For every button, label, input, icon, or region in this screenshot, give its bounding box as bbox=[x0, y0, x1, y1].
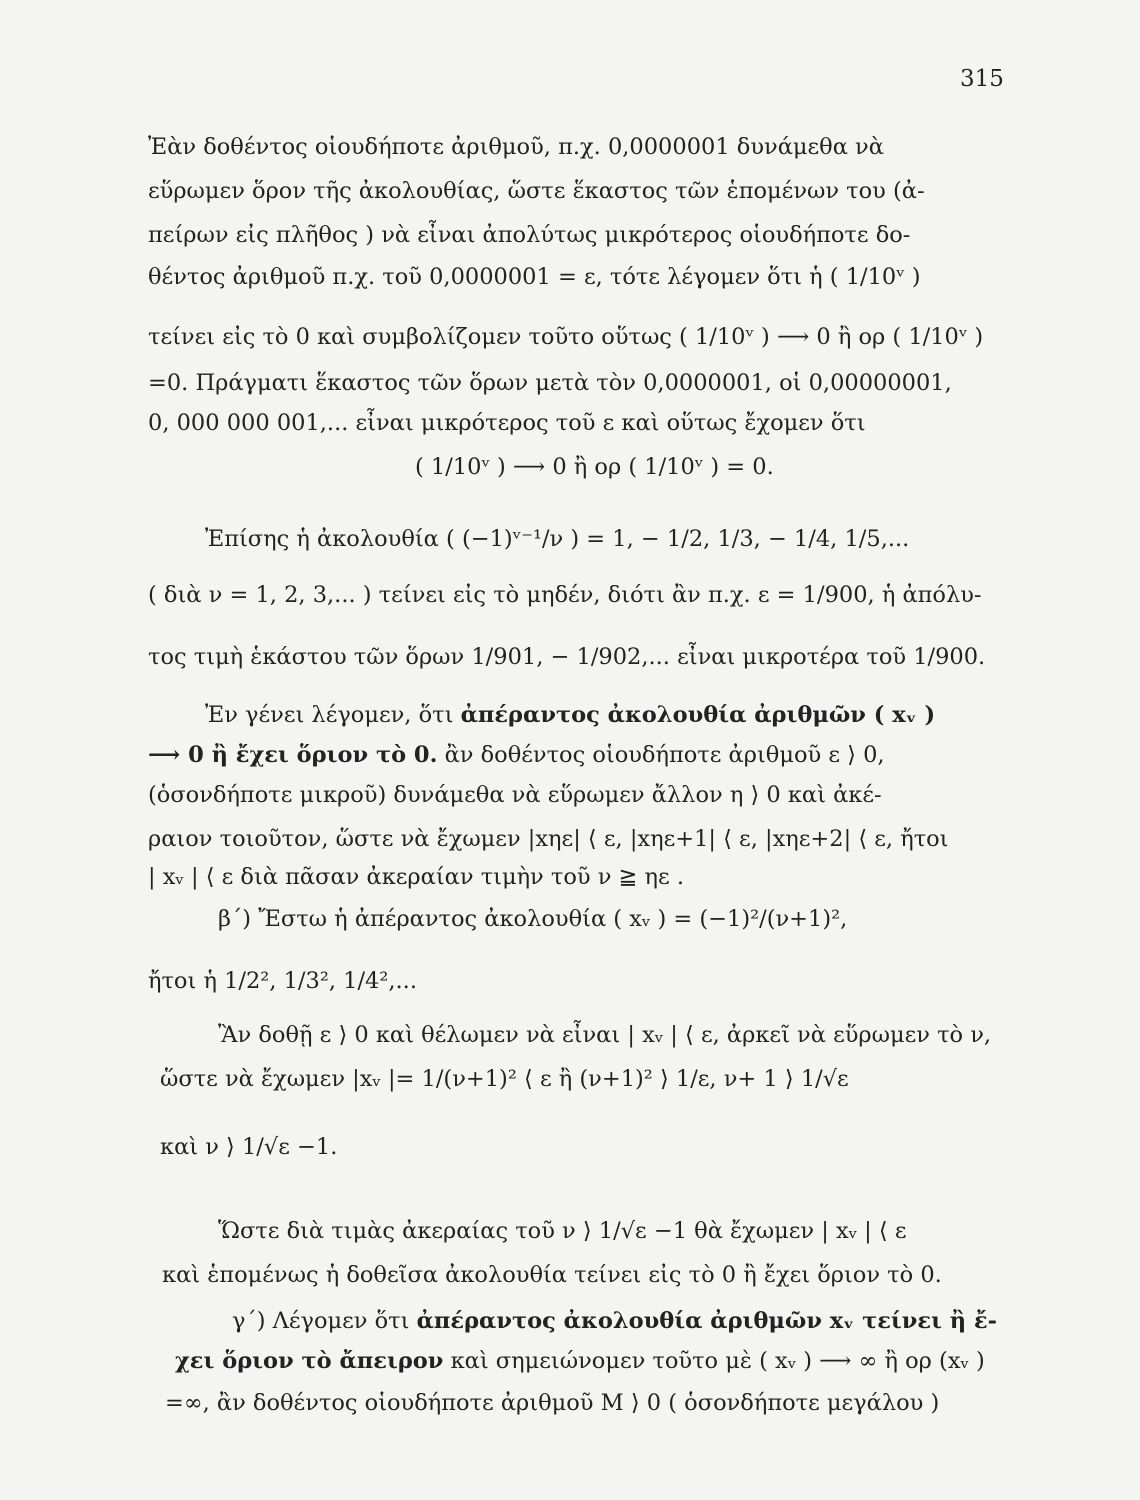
definition-intro: γ΄) Λέγομεν ὅτι bbox=[232, 1308, 410, 1334]
text-line: καὶ ἑπομένως ἡ δοθεῖσα ἀκολουθία τείνει εἰς τὸ 0 ἢ ἔχει ὅριον τὸ 0. bbox=[162, 1262, 942, 1288]
text-line: Ὥστε διὰ τιμὰς ἀκεραίας τοῦ ν ⟩ 1/√ε −1 θὰ ἔχωμεν | xᵥ | ⟨ ε bbox=[218, 1218, 907, 1244]
definition-line bbox=[232, 1306, 1032, 1336]
text-line: ( διὰ ν = 1, 2, 3,... ) τείνει εἰς τὸ μηδέν, διότι ἂν π.χ. ε = 1/900, ἡ ἀπόλυ- bbox=[148, 582, 982, 608]
definition-line bbox=[175, 1346, 1030, 1376]
text-line: εὕρωμεν ὅρον τῆς ἀκολουθίας, ὥστε ἕκαστος τῶν ἑπομένων του (ἀ- bbox=[148, 178, 925, 204]
definition-term: χει ὅριον τὸ ἄπειρον bbox=[175, 1348, 444, 1374]
definition-line bbox=[148, 740, 1028, 770]
definition-text: καὶ σημειώνομεν τοῦτο μὲ ( xᵥ ) ⟶ ∞ ἢ ορ (xᵥ ) bbox=[450, 1348, 985, 1374]
page-number: 315 bbox=[960, 66, 1004, 92]
definition-text: ἂν δοθέντος οἱουδήποτε ἀριθμοῦ ε ⟩ 0, bbox=[444, 742, 885, 768]
text-line: καὶ ν ⟩ 1/√ε −1. bbox=[160, 1134, 338, 1160]
definition-line bbox=[205, 700, 1025, 730]
text-line: ἤτοι ἡ 1/2², 1/3², 1/4²,... bbox=[148, 968, 417, 994]
definition-term: ⟶ 0 ἢ ἔχει ὅριον τὸ 0. bbox=[148, 742, 438, 768]
text-line: τείνει εἰς τὸ 0 καὶ συμβολίζομεν τοῦτο οὕτως ( 1/10ᵛ ) ⟶ 0 ἢ ορ ( 1/10ᵛ ) bbox=[148, 324, 984, 350]
text-line: ραιον τοιοῦτον, ὥστε νὰ ἔχωμεν |xηε| ⟨ ε, |xηε+1| ⟨ ε, |xηε+2| ⟨ ε, ἤτοι bbox=[148, 826, 949, 852]
definition-term: ἀπέραντος ἀκολουθία ἀριθμῶν ( xᵥ ) bbox=[460, 702, 936, 728]
text-line: 0, 000 000 001,... εἶναι μικρότερος τοῦ ε καὶ οὕτως ἔχομεν ὅτι bbox=[148, 410, 866, 436]
text-line: =0. Πράγματι ἕκαστος τῶν ὅρων μετὰ τὸν 0,0000001, οἱ 0,00000001, bbox=[148, 370, 952, 396]
text-line: Ἐὰν δοθέντος οἱουδήποτε ἀριθμοῦ, π.χ. 0,0000001 δυνάμεθα νὰ bbox=[148, 134, 884, 160]
text-line: =∞, ἂν δοθέντος οἱουδήποτε ἀριθμοῦ Μ ⟩ 0 ( ὁσονδήποτε μεγάλου ) bbox=[165, 1390, 940, 1416]
definition-intro: Ἐν γένει λέγομεν, ὅτι bbox=[205, 702, 454, 728]
definition-term: ἀπέραντος ἀκολουθία ἀριθμῶν xᵥ τείνει ἢ ἔ- bbox=[416, 1308, 997, 1334]
text-line: Ἂν δοθῇ ε ⟩ 0 καὶ θέλωμεν νὰ εἶναι | xᵥ | ⟨ ε, ἀρκεῖ νὰ εὕρωμεν τὸ ν, bbox=[218, 1022, 992, 1048]
text-line: (ὁσονδήποτε μικροῦ) δυνάμεθα νὰ εὕρωμεν ἄλλον η ⟩ 0 καὶ ἀκέ- bbox=[148, 782, 882, 808]
text-line: β΄) Ἔστω ἡ ἀπέραντος ἀκολουθία ( xᵥ ) = (−1)²/(ν+1)², bbox=[218, 906, 848, 932]
formula-line: ( 1/10ᵛ ) ⟶ 0 ἢ ορ ( 1/10ᵛ ) = 0. bbox=[415, 454, 774, 480]
text-line: πείρων εἰς πλῆθος ) νὰ εἶναι ἀπολύτως μικρότερος οἱουδήποτε δο- bbox=[148, 222, 911, 248]
text-line: | xᵥ | ⟨ ε διὰ πᾶσαν ἀκεραίαν τιμὴν τοῦ ν ≧ ηε . bbox=[148, 864, 684, 890]
text-line: τος τιμὴ ἑκάστου τῶν ὅρων 1/901, − 1/902,... εἶναι μικροτέρα τοῦ 1/900. bbox=[148, 644, 986, 670]
text-line: θέντος ἀριθμοῦ π.χ. τοῦ 0,0000001 = ε, τότε λέγομεν ὅτι ἡ ( 1/10ᵛ ) bbox=[148, 264, 921, 290]
text-line: Ἐπίσης ἡ ἀκολουθία ( (−1)ᵛ⁻¹/ν ) = 1, − 1/2, 1/3, − 1/4, 1/5,... bbox=[205, 526, 910, 552]
text-line: ὥστε νὰ ἔχωμεν |xᵥ |= 1/(ν+1)² ⟨ ε ἢ (ν+1)² ⟩ 1/ε, ν+ 1 ⟩ 1/√ε bbox=[160, 1066, 849, 1092]
